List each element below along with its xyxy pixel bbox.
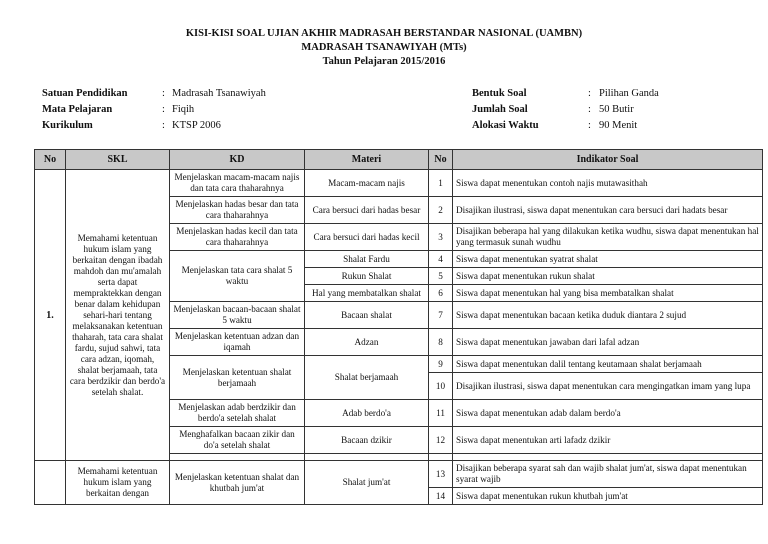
- kd-cell: Menjelaskan bacaan-bacaan shalat 5 waktu: [170, 302, 305, 329]
- item-no-cell: 14: [429, 488, 453, 505]
- indikator-cell: Siswa dapat menentukan jawaban dari lafal adzan: [453, 329, 763, 356]
- skl-cell: Memahami ketentuan hukum islam yang berkaitan dengan: [66, 461, 170, 505]
- kd-cell: Menjelaskan macam-macam najis dan tata cara thaharahnya: [170, 170, 305, 197]
- meta-label: Alokasi Waktu: [472, 120, 539, 131]
- meta-value: Fiqih: [172, 104, 195, 115]
- indikator-cell: Siswa dapat menentukan arti lafadz dzikir: [453, 427, 763, 454]
- indikator-cell: Siswa dapat menentukan rukun shalat: [453, 268, 763, 285]
- indikator-cell: Siswa dapat menentukan syatrat shalat: [453, 251, 763, 268]
- item-no-cell: 10: [429, 373, 453, 400]
- meta-colon: :: [588, 88, 591, 99]
- kd-cell: Menjelaskan ketentuan shalat dan khutbah jum'at: [170, 461, 305, 505]
- materi-cell: Rukun Shalat: [305, 268, 429, 285]
- materi-cell: Macam-macam najis: [305, 170, 429, 197]
- meta-mata-pelajaran: [42, 102, 342, 117]
- materi-cell: Shalat jum'at: [305, 461, 429, 505]
- kd-cell: Menjelaskan tata cara shalat 5 waktu: [170, 251, 305, 302]
- meta-value: Pilihan Ganda: [599, 88, 659, 99]
- indikator-cell: Siswa dapat menentukan contoh najis mutawasithah: [453, 170, 763, 197]
- meta-colon: :: [162, 104, 165, 115]
- materi-cell: Adab berdo'a: [305, 400, 429, 427]
- materi-cell: Cara bersuci dari hadas besar: [305, 197, 429, 224]
- item-no-cell: 7: [429, 302, 453, 329]
- meta-label: Jumlah Soal: [472, 104, 528, 115]
- meta-alokasi-waktu: [472, 118, 752, 133]
- indikator-cell: Siswa dapat menentukan dalil tentang keutamaan shalat berjamaah: [453, 356, 763, 373]
- meta-bentuk-soal: [472, 86, 752, 101]
- indikator-cell: Disajikan ilustrasi, siswa dapat menentukan cara bersuci dari hadats besar: [453, 197, 763, 224]
- group-number: [35, 461, 66, 505]
- item-no-cell: 9: [429, 356, 453, 373]
- meta-left: [42, 86, 342, 136]
- table-header-row: [35, 150, 763, 170]
- item-no-cell: 3: [429, 224, 453, 251]
- item-no-cell: 2: [429, 197, 453, 224]
- meta-satuan-pendidikan: [42, 86, 342, 101]
- col-header-no: No: [35, 150, 66, 170]
- spacer-cell: [429, 454, 453, 461]
- group-number: 1.: [35, 170, 66, 461]
- materi-cell: Hal yang membatalkan shalat: [305, 285, 429, 302]
- indikator-cell: Siswa dapat menentukan bacaan ketika duduk diantara 2 sujud: [453, 302, 763, 329]
- indikator-cell: Disajikan beberapa syarat sah dan wajib shalat jum'at, siswa dapat menentukan syarat wajib: [453, 461, 763, 488]
- kd-cell: Menjelaskan hadas besar dan tata cara thaharahnya: [170, 197, 305, 224]
- materi-cell: Shalat Fardu: [305, 251, 429, 268]
- col-header-indikator: Indikator Soal: [453, 150, 763, 170]
- meta-label: Satuan Pendidikan: [42, 88, 128, 99]
- doc-title-line3: Tahun Pelajaran 2015/2016: [322, 56, 446, 67]
- spacer-cell: [305, 454, 429, 461]
- table-row: [35, 461, 763, 488]
- kd-cell: Menjelaskan hadas kecil dan tata cara thaharahnya: [170, 224, 305, 251]
- kd-cell: Menjelaskan ketentuan shalat berjamaah: [170, 356, 305, 400]
- doc-title-line1: KISI-KISI SOAL UJIAN AKHIR MADRASAH BERSTANDAR NASIONAL (UAMBN): [185, 28, 583, 39]
- meta-value: 50 Butir: [599, 104, 634, 115]
- indikator-cell: Disajikan beberapa hal yang dilakukan ketika wudhu, siswa dapat menentukan hal yang termasuk sunah wudhu: [453, 224, 763, 251]
- item-no-cell: 8: [429, 329, 453, 356]
- col-header-materi: Materi: [305, 150, 429, 170]
- meta-colon: :: [588, 104, 591, 115]
- indikator-cell: Siswa dapat menentukan adab dalam berdo'a: [453, 400, 763, 427]
- col-header-kd: KD: [170, 150, 305, 170]
- materi-cell: Bacaan shalat: [305, 302, 429, 329]
- kd-cell: Menghafalkan bacaan zikir dan do'a setelah shalat: [170, 427, 305, 454]
- spacer-cell: [170, 454, 305, 461]
- kd-cell: Menjelaskan adab berdzikir dan berdo'a setelah shalat: [170, 400, 305, 427]
- meta-jumlah-soal: [472, 102, 752, 117]
- table-row: [35, 170, 763, 197]
- item-no-cell: 5: [429, 268, 453, 285]
- col-header-skl: SKL: [66, 150, 170, 170]
- doc-title-line2: MADRASAH TSANAWIYAH (MTs): [301, 42, 467, 53]
- meta-label: Mata Pelajaran: [42, 104, 113, 115]
- meta-value: 90 Menit: [599, 120, 638, 131]
- meta-colon: :: [162, 120, 165, 131]
- materi-cell: Shalat berjamaah: [305, 356, 429, 400]
- meta-colon: :: [162, 88, 165, 99]
- meta-kurikulum: [42, 118, 342, 133]
- meta-right: [472, 86, 752, 136]
- col-header-item-no: No: [429, 150, 453, 170]
- kd-cell: Menjelaskan ketentuan adzan dan iqamah: [170, 329, 305, 356]
- item-no-cell: 11: [429, 400, 453, 427]
- indikator-cell: Siswa dapat menentukan hal yang bisa membatalkan shalat: [453, 285, 763, 302]
- meta-colon: :: [588, 120, 591, 131]
- item-no-cell: 13: [429, 461, 453, 488]
- meta-value: Madrasah Tsanawiyah: [172, 88, 266, 99]
- item-no-cell: 1: [429, 170, 453, 197]
- materi-cell: Adzan: [305, 329, 429, 356]
- item-no-cell: 6: [429, 285, 453, 302]
- indikator-cell: Disajikan ilustrasi, siswa dapat menentukan cara mengingatkan imam yang lupa: [453, 373, 763, 400]
- item-no-cell: 12: [429, 427, 453, 454]
- spacer-cell: [453, 454, 763, 461]
- meta-label: Bentuk Soal: [472, 88, 527, 99]
- meta-value: KTSP 2006: [172, 120, 221, 131]
- item-no-cell: 4: [429, 251, 453, 268]
- kisi-kisi-table: [34, 149, 763, 505]
- materi-cell: Cara bersuci dari hadas kecil: [305, 224, 429, 251]
- materi-cell: Bacaan dzikir: [305, 427, 429, 454]
- meta-label: Kurikulum: [42, 120, 93, 131]
- indikator-cell: Siswa dapat menentukan rukun khutbah jum'at: [453, 488, 763, 505]
- skl-cell: Memahami ketentuan hukum islam yang berkaitan dengan ibadah mahdoh dan mu'amalah serta dapat mempraktekkan dengan benar dalam kehidupan sehari-hari tentang melaksanakan ketentuan thaharah, tata cara shalat fardu, sujud sahwi, tata cara adzan, iqomah, shalat berjamaah, tata cara berdzikir dan berdo'a setelah shalat.: [66, 170, 170, 461]
